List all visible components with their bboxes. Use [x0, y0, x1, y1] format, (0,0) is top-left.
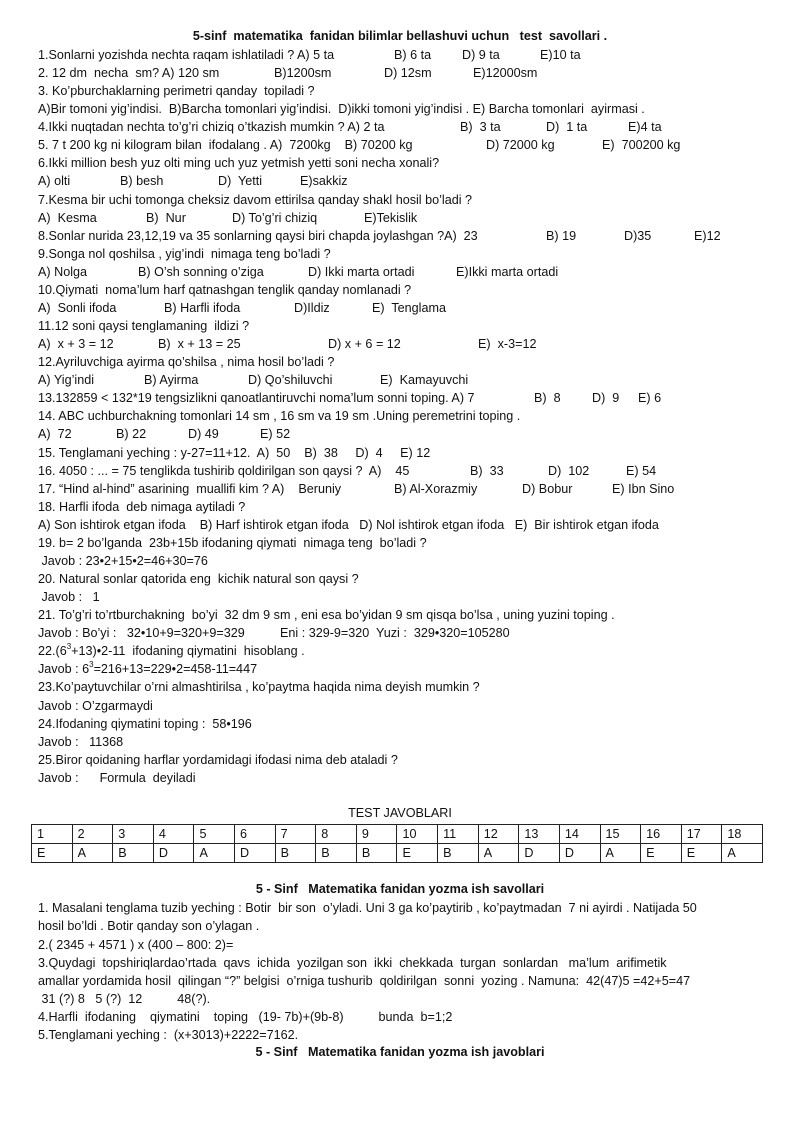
question-line: [38, 661, 778, 678]
question-text: 1.Sonlarni yozishda nechta raqam ishlatiladi ? A) 5 ta: [38, 48, 335, 62]
question-line: [38, 426, 778, 443]
answer-number-cell: 1: [32, 825, 73, 844]
question-text: D) 102: [548, 463, 590, 478]
written-question-line: amallar yordamida hosil qilingan “?” belgisi o’rniga tushurib qoldirilgan sonni yozing . Namuna: 42(47)5 =42+5=47: [38, 974, 691, 988]
answer-letter-cell: A: [600, 844, 641, 863]
question-text: 16. 4050 : ... = 75 tenglikda tushirib qoldirilgan son qaysi ? A) 45: [38, 463, 410, 478]
question-text: 21. To’g’ri to’rtburchakning bo’yi 32 dm 9 sm , eni esa bo’yidan 9 sm qisqa bo’lsa , uning yuzini toping .: [38, 608, 615, 623]
answer-letter-cell: A: [478, 844, 519, 863]
question-text: 24.Ifodaning qiymatini toping : 58•196: [38, 716, 252, 731]
question-line: [38, 589, 778, 606]
question-text: $22.(6^3+13)•2-11$ ifodaning qiymatini hisoblang .: [38, 642, 305, 659]
question-text: E)12: [694, 228, 721, 243]
written-question-line: 3.Quydagi topshiriqlardao’rtada qavs ichida yozilgan son ikki chekkada turgan sonlardan ma’lum arifimetik: [38, 956, 667, 970]
question-line: [38, 228, 778, 245]
question-line: [38, 752, 778, 769]
written-question-line: 2.( 2345 + 4571 ) x (400 – 800: 2)=: [38, 938, 234, 952]
question-text: 9.Songa nol qoshilsa , yig’indi nimaga teng bo’ladi ?: [38, 246, 331, 261]
question-text: B) 6 ta: [394, 48, 432, 62]
question-text: D) x + 6 = 12: [328, 337, 401, 352]
answer-number-cell: 4: [153, 825, 194, 844]
answer-number-cell: 17: [681, 825, 722, 844]
question-text: A) olti: [38, 174, 71, 189]
question-text: Javob : O’zgarmaydi: [38, 698, 153, 713]
question-text: Javob : 11368: [38, 734, 124, 749]
question-text: B) x + 13 = 25: [158, 337, 241, 352]
answer-letter-cell: B: [356, 844, 397, 863]
question-text: E)10 ta: [540, 48, 581, 62]
answer-letter-cell: E: [397, 844, 438, 863]
question-text: 18. Harfli ifoda deb nimaga aytiladi ?: [38, 499, 246, 514]
answer-letter-cell: D: [559, 844, 600, 863]
question-line: [38, 481, 778, 498]
written-work-title: 5 - Sinf Matematika fanidan yozma ish savollari: [255, 882, 545, 896]
question-text: A)Bir tomoni yig’indisi. B)Barcha tomonlari yig’indisi. D)ikki tomoni yig’indisi . E) Barcha tomonlari ayirmasi .: [38, 102, 645, 117]
answer-number-cell: 5: [194, 825, 235, 844]
question-line: [38, 607, 778, 624]
question-text: 4.Ikki nuqtadan nechta to’g’ri chiziq o’tkazish mumkin ? A) 2 ta: [38, 120, 385, 135]
answer-number-cell: 6: [235, 825, 276, 844]
question-text: E) 54: [626, 463, 657, 478]
question-text: B)1200sm: [274, 66, 332, 81]
question-text: Javob : 23•2+15•2=46+30=76: [38, 553, 208, 568]
answer-letter-cell: B: [438, 844, 479, 863]
question-line: [38, 679, 778, 696]
written-question-line: 1. Masalani tenglama tuzib yeching : Botir bir son o’yladi. Uni 3 ga ko’paytirib , ko’paytmadan 7 ni ayirdi . Natijada 50: [38, 901, 697, 915]
question-text: B) O’sh sonning o’ziga: [138, 264, 264, 279]
answer-number-cell: 12: [478, 825, 519, 844]
question-line: [38, 625, 778, 642]
question-text: 13.132859 < 132*19 tengsizlikni qanoatlantiruvchi noma’lum sonni toping. A) 7: [38, 391, 475, 406]
question-text: 10.Qiymati noma’lum harf qatnashgan tenglik qanday nomlanadi ?: [38, 282, 412, 297]
question-text: 20. Natural sonlar qatorida eng kichik natural son qaysi ?: [38, 572, 359, 587]
test-title: 5-sinf matematika fanidan bilimlar bellashuvi uchun test savollari .: [192, 29, 608, 43]
answer-letter-cell: E: [681, 844, 722, 863]
question-line: [38, 264, 778, 281]
answers-number-row: [32, 825, 763, 844]
answer-number-cell: 15: [600, 825, 641, 844]
answer-letter-cell: E: [32, 844, 73, 863]
answer-number-cell: 14: [559, 825, 600, 844]
question-text: 19. b= 2 bo’lganda 23b+15b ifodaning qiymati nimaga teng bo’ladi ?: [38, 535, 427, 550]
answer-number-cell: 11: [438, 825, 479, 844]
answer-number-cell: 9: [356, 825, 397, 844]
question-text: B) Ayirma: [144, 373, 199, 388]
question-text: B) besh: [120, 174, 164, 189]
answer-letter-cell: A: [72, 844, 113, 863]
question-text: D) 12sm: [384, 66, 432, 81]
question-line: [38, 535, 778, 552]
question-text: E)Tekislik: [364, 210, 418, 225]
question-line: [38, 300, 778, 317]
question-text: 3. Ko’pburchaklarning perimetri qanday topiladi ?: [38, 84, 315, 99]
question-line: [38, 318, 778, 335]
question-line: [38, 173, 778, 190]
question-text: 23.Ko’paytuvchilar o’rni almashtirilsa , ko’paytma haqida nima deyish mumkin ?: [38, 680, 480, 695]
answer-letter-cell: B: [113, 844, 154, 863]
question-line: [38, 83, 778, 100]
question-text: Javob : 1: [38, 590, 100, 605]
question-text: A) x + 3 = 12: [38, 337, 114, 352]
question-text: A) Nolga: [38, 264, 87, 279]
answer-number-cell: 2: [72, 825, 113, 844]
question-text: E) Ibn Sino: [612, 481, 675, 496]
question-text: B) 3 ta: [460, 120, 501, 135]
question-text: B) 22: [116, 427, 147, 442]
question-text: 17. “Hind al-hind” asarining muallifi kim ? A) Beruniy: [38, 481, 342, 496]
question-text: E) 52: [260, 427, 291, 442]
written-question-line: 31 (?) 8 5 (?) 12 48(?).: [38, 992, 211, 1006]
question-line: [38, 770, 778, 787]
question-line: [38, 101, 778, 118]
question-text: A) 72: [38, 427, 72, 442]
question-text: 12.Ayriluvchiga ayirma qo’shilsa , nima hosil bo’ladi ?: [38, 355, 335, 370]
answer-number-cell: 8: [316, 825, 357, 844]
question-text: 2. 12 dm necha sm? A) 120 sm: [38, 66, 220, 81]
question-line: [38, 137, 778, 154]
question-text: 14. ABC uchburchakning tomonlari 14 sm , 16 sm va 19 sm .Uning peremetrini toping .: [38, 409, 521, 424]
question-text: B) 8: [534, 391, 561, 406]
answers-letter-row: [32, 844, 763, 863]
question-line: [38, 119, 778, 136]
question-text: A) Yig’indi: [38, 373, 95, 388]
question-line: [38, 372, 778, 389]
question-text: E) Kamayuvchi: [380, 373, 469, 388]
answer-number-cell: 13: [519, 825, 560, 844]
question-text: B) 19: [546, 228, 577, 243]
question-line: [38, 734, 778, 751]
question-text: 8.Sonlar nurida 23,12,19 va 35 sonlarning qaysi biri chapda joylashgan ?A) 23: [38, 228, 478, 243]
question-text: D) 49: [188, 427, 219, 442]
question-line: [38, 499, 778, 516]
question-text: D) Qo’shiluvchi: [248, 373, 333, 388]
answer-number-cell: 16: [641, 825, 682, 844]
question-text: 25.Biror qoidaning harflar yordamidagi ifodasi nima deb ataladi ?: [38, 752, 398, 767]
question-text: Javob : Formula deyiladi: [38, 770, 196, 785]
question-text: Javob : $6^3=216+13=229•2=458-11=447$: [38, 660, 258, 677]
question-text: E) Tenglama: [372, 300, 446, 315]
question-text: B) Nur: [146, 210, 186, 225]
question-line: [38, 571, 778, 588]
answer-letter-cell: D: [235, 844, 276, 863]
question-text: 7.Kesma bir uchi tomonga cheksiz davom ettirilsa qanday shakl hosil bo’ladi ?: [38, 192, 473, 207]
question-text: D) Yetti: [218, 174, 263, 189]
question-line: [38, 47, 778, 64]
question-text: A) Kesma: [38, 210, 97, 225]
question-text: A) Son ishtirok etgan ifoda B) Harf ishtirok etgan ifoda D) Nol ishtirok etgan ifoda E) Bir ishtirok etgan ifoda: [38, 517, 659, 532]
question-line: [38, 553, 778, 570]
question-text: E) x-3=12: [478, 337, 537, 352]
question-line: [38, 155, 778, 172]
question-text: A) Sonli ifoda: [38, 300, 117, 315]
question-text: B) Harfli ifoda: [164, 300, 241, 315]
question-line: [38, 445, 778, 462]
answer-letter-cell: D: [153, 844, 194, 863]
question-line: [38, 698, 778, 715]
question-line: [38, 408, 778, 425]
question-text: E)Ikki marta ortadi: [456, 264, 559, 279]
question-text: D) Bobur: [522, 481, 573, 496]
question-text: E)sakkiz: [300, 174, 348, 189]
question-text: E) 6: [638, 391, 662, 406]
answer-number-cell: 18: [722, 825, 763, 844]
question-line: [38, 192, 778, 209]
question-text: D) To’g’ri chiziq: [232, 210, 318, 225]
question-text: B) 33: [470, 463, 504, 478]
question-line: [38, 282, 778, 299]
answers-table-title: TEST JAVOBLARI: [348, 806, 452, 820]
question-line: [38, 354, 778, 371]
answer-letter-cell: B: [316, 844, 357, 863]
question-text: 5. 7 t 200 kg ni kilogram bilan ifodalang . A) 7200kg B) 70200 kg: [38, 138, 413, 153]
question-text: D) 1 ta: [546, 120, 588, 135]
answer-letter-cell: A: [722, 844, 763, 863]
question-line: [38, 65, 778, 82]
question-text: E)4 ta: [628, 120, 662, 135]
question-text: E)12000sm: [473, 66, 538, 81]
question-text: 6.Ikki million besh yuz olti ming uch yuz yetmish yetti soni necha xonali?: [38, 156, 440, 171]
question-text: B) Al-Xorazmiy: [394, 481, 478, 496]
answer-letter-cell: B: [275, 844, 316, 863]
question-text: 11.12 soni qaysi tenglamaning ildizi ?: [38, 319, 250, 334]
question-line: [38, 336, 778, 353]
question-line: [38, 390, 778, 407]
answer-letter-cell: E: [641, 844, 682, 863]
question-text: D)Ildiz: [294, 300, 330, 315]
question-text: E) 700200 kg: [602, 138, 681, 153]
written-work-answers-title: 5 - Sinf Matematika fanidan yozma ish javoblari: [255, 1045, 545, 1059]
question-text: D) 9 ta: [462, 48, 500, 62]
question-text: D) 9: [592, 391, 620, 406]
question-line: [38, 517, 778, 534]
question-line: [38, 210, 778, 227]
question-text: D)35: [624, 228, 652, 243]
answer-number-cell: 3: [113, 825, 154, 844]
answers-table: [31, 824, 763, 863]
written-question-line: 5.Tenglamani yeching : (x+3013)+2222=7162.: [38, 1028, 299, 1042]
question-line: [38, 643, 778, 660]
answer-number-cell: 7: [275, 825, 316, 844]
question-text: D) 72000 kg: [486, 138, 555, 153]
answer-number-cell: 10: [397, 825, 438, 844]
question-text: D) Ikki marta ortadi: [308, 264, 415, 279]
question-text: Eni : 329-9=320 Yuzi : 329•320=105280: [280, 626, 510, 641]
question-line: [38, 246, 778, 263]
question-text: Javob : Bo’yi : 32•10+9=320+9=329: [38, 626, 245, 641]
question-line: [38, 463, 778, 480]
written-question-line: 4.Harfli ifodaning qiymatini toping (19- 7b)+(9b-8) bunda b=1;2: [38, 1010, 453, 1024]
question-line: [38, 716, 778, 733]
written-question-line: hosil bo’ldi . Botir qanday son o’ylagan .: [38, 919, 260, 933]
answer-letter-cell: A: [194, 844, 235, 863]
answer-letter-cell: D: [519, 844, 560, 863]
question-text: 15. Tenglamani yeching : y-27=11+12. A) 50 B) 38 D) 4 E) 12: [38, 445, 431, 460]
